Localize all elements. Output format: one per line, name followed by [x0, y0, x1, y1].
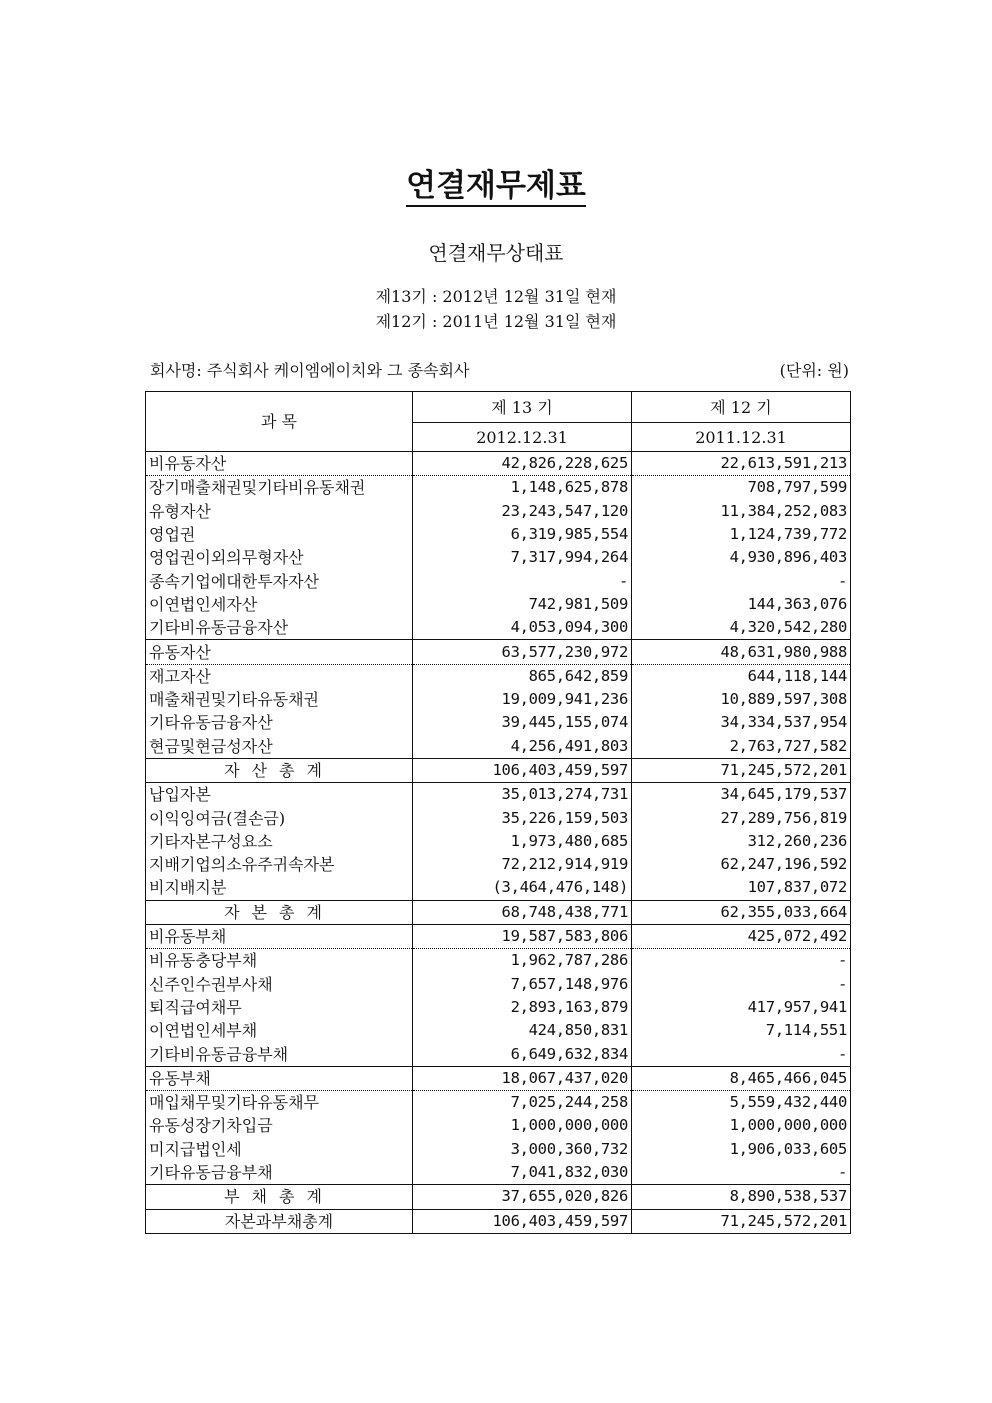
- row-label: 지배기업의소유주귀속자본: [146, 853, 413, 876]
- row-value-current: 37,655,020,826: [413, 1185, 632, 1209]
- row-label: 이연법인세부채: [146, 1019, 413, 1042]
- table-row: [146, 1019, 851, 1042]
- unit-label: (단위: 원): [779, 361, 849, 380]
- total-row-assets: [146, 758, 851, 782]
- row-value-prior: 34,334,537,954: [632, 711, 851, 734]
- row-value-current: 7,657,148,976: [413, 973, 632, 996]
- row-value-current: 68,748,438,771: [413, 900, 632, 924]
- row-label: 기타유동금융부채: [146, 1161, 413, 1185]
- row-value-prior: 5,559,432,440: [632, 1091, 851, 1115]
- row-value-prior: 312,260,236: [632, 830, 851, 853]
- row-value-current: 7,041,832,030: [413, 1161, 632, 1185]
- document-title: [0, 160, 992, 205]
- row-value-prior: 107,837,072: [632, 876, 851, 900]
- row-value-prior: 2,763,727,582: [632, 735, 851, 759]
- row-value-prior: 1,906,033,605: [632, 1138, 851, 1161]
- row-value-prior: 644,118,144: [632, 664, 851, 688]
- row-value-prior: 62,247,196,592: [632, 853, 851, 876]
- header-subject: 과 목: [146, 392, 413, 452]
- row-value-current: 2,893,163,879: [413, 996, 632, 1019]
- row-label: 이연법인세자산: [146, 593, 413, 616]
- row-label: 비유동자산: [146, 452, 413, 476]
- row-value-current: 19,587,583,806: [413, 924, 632, 948]
- row-value-prior: 34,645,179,537: [632, 783, 851, 807]
- row-label: 기타비유동금융부채: [146, 1042, 413, 1066]
- row-value-current: 7,317,994,264: [413, 546, 632, 569]
- row-value-current: (3,464,476,148): [413, 876, 632, 900]
- row-label: 비지배지분: [146, 876, 413, 900]
- row-value-current: 39,445,155,074: [413, 711, 632, 734]
- row-label: 영업권이외의무형자산: [146, 546, 413, 569]
- row-value-current: 18,067,437,020: [413, 1066, 632, 1090]
- header-date-prior: 2011.12.31: [632, 423, 851, 452]
- row-value-prior: 8,465,466,045: [632, 1066, 851, 1090]
- table-row: [146, 806, 851, 829]
- row-value-prior: 10,889,597,308: [632, 688, 851, 711]
- row-value-prior: 11,384,252,083: [632, 500, 851, 523]
- row-value-prior: 62,355,033,664: [632, 900, 851, 924]
- table-row: [146, 616, 851, 640]
- header-date-current: 2012.12.31: [413, 423, 632, 452]
- total-row-equity: [146, 900, 851, 924]
- row-label: 현금및현금성자산: [146, 735, 413, 759]
- row-label: 신주인수권부사채: [146, 973, 413, 996]
- row-value-current: 35,226,159,503: [413, 806, 632, 829]
- row-value-prior: -: [632, 1042, 851, 1066]
- row-value-prior: -: [632, 949, 851, 973]
- row-label: 부채총계: [146, 1185, 413, 1209]
- row-value-prior: 417,957,941: [632, 996, 851, 1019]
- row-label: 이익잉여금(결손금): [146, 806, 413, 829]
- table-row: [146, 593, 851, 616]
- row-value-prior: 4,930,896,403: [632, 546, 851, 569]
- row-value-current: 106,403,459,597: [413, 1209, 632, 1233]
- table-row: [146, 949, 851, 973]
- table-row: [146, 1138, 851, 1161]
- header-col-current: 제 13 기: [413, 392, 632, 423]
- table-row: [146, 664, 851, 688]
- row-value-current: 424,850,831: [413, 1019, 632, 1042]
- row-value-current: 23,243,547,120: [413, 500, 632, 523]
- row-label: 유동자산: [146, 640, 413, 664]
- row-label: 비유동부채: [146, 924, 413, 948]
- row-value-prior: 1,124,739,772: [632, 523, 851, 546]
- table-row: [146, 1042, 851, 1066]
- table-row: [146, 853, 851, 876]
- balance-sheet-table: [145, 391, 851, 1234]
- row-value-current: 865,642,859: [413, 664, 632, 688]
- row-label: 장기매출채권및기타비유동채권: [146, 476, 413, 500]
- row-label: 종속기업에대한투자자산: [146, 569, 413, 592]
- table-row: [146, 1066, 851, 1090]
- row-value-prior: 708,797,599: [632, 476, 851, 500]
- table-row: [146, 500, 851, 523]
- table-row: [146, 973, 851, 996]
- table-row: [146, 711, 851, 734]
- row-label: 자본총계: [146, 900, 413, 924]
- row-value-current: 3,000,360,732: [413, 1138, 632, 1161]
- row-value-current: 72,212,914,919: [413, 853, 632, 876]
- row-value-prior: 8,890,538,537: [632, 1185, 851, 1209]
- table-row: [146, 996, 851, 1019]
- period-current: 제13기 : 2012년 12월 31일 현재: [375, 287, 617, 306]
- row-label: 유동성장기차입금: [146, 1114, 413, 1137]
- row-value-prior: 7,114,551: [632, 1019, 851, 1042]
- table-row: [146, 546, 851, 569]
- row-value-prior: 71,245,572,201: [632, 758, 851, 782]
- row-value-prior: -: [632, 973, 851, 996]
- row-label: 기타유동금융자산: [146, 711, 413, 734]
- row-label: 유동부채: [146, 1066, 413, 1090]
- row-value-current: 7,025,244,258: [413, 1091, 632, 1115]
- row-value-prior: 22,613,591,213: [632, 452, 851, 476]
- row-value-current: 1,973,480,685: [413, 830, 632, 853]
- table-row: [146, 924, 851, 948]
- total-row-liabilities: [146, 1185, 851, 1209]
- document-title-text: 연결재무제표: [406, 168, 586, 207]
- row-label: 유형자산: [146, 500, 413, 523]
- row-label: 매출채권및기타유동채권: [146, 688, 413, 711]
- row-label: 자본과부채총계: [146, 1209, 413, 1233]
- row-value-current: 42,826,228,625: [413, 452, 632, 476]
- row-value-current: 106,403,459,597: [413, 758, 632, 782]
- row-label: 비유동충당부채: [146, 949, 413, 973]
- row-label: 영업권: [146, 523, 413, 546]
- table-row: [146, 569, 851, 592]
- row-label: 미지급법인세: [146, 1138, 413, 1161]
- row-value-prior: 27,289,756,819: [632, 806, 851, 829]
- row-label: 기타비유동금융자산: [146, 616, 413, 640]
- row-value-current: 1,148,625,878: [413, 476, 632, 500]
- row-value-current: 19,009,941,236: [413, 688, 632, 711]
- row-value-current: 1,000,000,000: [413, 1114, 632, 1137]
- table-row: [146, 640, 851, 664]
- table-row: [146, 876, 851, 900]
- row-label: 납입자본: [146, 783, 413, 807]
- row-label: 재고자산: [146, 664, 413, 688]
- row-value-current: 4,256,491,803: [413, 735, 632, 759]
- table-row: [146, 1161, 851, 1185]
- row-label: 퇴직급여채무: [146, 996, 413, 1019]
- row-label: 기타자본구성요소: [146, 830, 413, 853]
- table-row: [146, 452, 851, 476]
- table-row: [146, 830, 851, 853]
- row-value-current: 35,013,274,731: [413, 783, 632, 807]
- company-name: 회사명: 주식회사 케이엠에이치와 그 종속회사: [150, 361, 470, 380]
- row-value-prior: 425,072,492: [632, 924, 851, 948]
- statement-subtitle: 연결재무상태표: [428, 241, 564, 265]
- table-row: [146, 688, 851, 711]
- row-value-prior: 4,320,542,280: [632, 616, 851, 640]
- row-value-prior: 1,000,000,000: [632, 1114, 851, 1137]
- total-row-equity-and-liabilities: [146, 1209, 851, 1233]
- row-value-current: 742,981,509: [413, 593, 632, 616]
- table-row: [146, 783, 851, 807]
- period-prior: 제12기 : 2011년 12월 31일 현재: [375, 312, 617, 331]
- row-value-current: 1,962,787,286: [413, 949, 632, 973]
- row-value-current: 6,319,985,554: [413, 523, 632, 546]
- table-row: [146, 735, 851, 759]
- row-value-current: -: [413, 569, 632, 592]
- row-value-current: 6,649,632,834: [413, 1042, 632, 1066]
- row-value-prior: 144,363,076: [632, 593, 851, 616]
- row-value-prior: 71,245,572,201: [632, 1209, 851, 1233]
- table-row: [146, 476, 851, 500]
- table-row: [146, 1114, 851, 1137]
- row-value-prior: -: [632, 1161, 851, 1185]
- table-row: [146, 1091, 851, 1115]
- row-label: 자산총계: [146, 758, 413, 782]
- row-value-current: 63,577,230,972: [413, 640, 632, 664]
- row-label: 매입채무및기타유동채무: [146, 1091, 413, 1115]
- header-col-prior: 제 12 기: [632, 392, 851, 423]
- row-value-prior: -: [632, 569, 851, 592]
- row-value-current: 4,053,094,300: [413, 616, 632, 640]
- table-row: [146, 523, 851, 546]
- row-value-prior: 48,631,980,988: [632, 640, 851, 664]
